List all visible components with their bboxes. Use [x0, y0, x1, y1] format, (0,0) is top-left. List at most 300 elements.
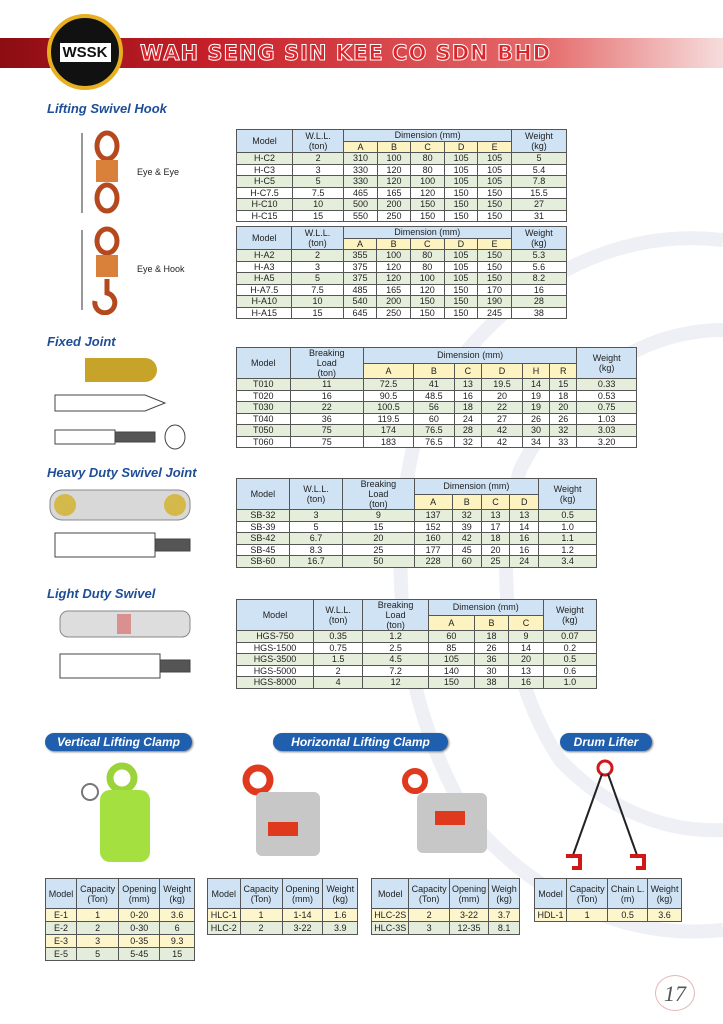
- value-cell: 4: [313, 677, 362, 689]
- value-cell: 3.03: [577, 425, 637, 437]
- model-cell: T030: [237, 402, 291, 414]
- value-cell: 76.5: [413, 425, 454, 437]
- table-row: [237, 631, 597, 643]
- value-cell: 5-45: [119, 948, 160, 961]
- value-cell: 5: [292, 273, 343, 285]
- value-cell: 1: [77, 909, 119, 922]
- value-cell: 16: [511, 284, 566, 296]
- column-header: Weight (kg): [511, 227, 566, 250]
- model-cell: E-2: [46, 922, 77, 935]
- value-cell: 3: [77, 935, 119, 948]
- value-cell: 150: [411, 199, 445, 211]
- value-cell: 375: [343, 273, 377, 285]
- column-header: Weight (kg): [323, 879, 358, 909]
- column-header: R: [550, 363, 577, 379]
- value-cell: 45: [452, 544, 481, 556]
- column-header: Capacity (Ton): [77, 879, 119, 909]
- value-cell: 160: [414, 533, 452, 545]
- value-cell: 2: [409, 909, 449, 922]
- table-row: [237, 436, 637, 448]
- value-cell: 1.0: [543, 677, 596, 689]
- value-cell: 33: [550, 436, 577, 448]
- column-header: C: [481, 494, 510, 510]
- value-cell: 0.75: [313, 642, 362, 654]
- model-cell: HGS-5000: [237, 665, 314, 677]
- value-cell: 22: [482, 402, 523, 414]
- value-cell: 375: [343, 261, 377, 273]
- value-cell: 80: [411, 164, 445, 176]
- model-cell: SB-60: [237, 556, 290, 568]
- value-cell: 5.4: [511, 164, 566, 176]
- model-cell: H-A7.5: [237, 284, 292, 296]
- model-cell: H-C2: [237, 153, 293, 165]
- value-cell: 150: [478, 250, 512, 262]
- value-cell: 174: [364, 425, 414, 437]
- value-cell: 6: [160, 922, 195, 935]
- column-header: Opening (mm): [119, 879, 160, 909]
- column-header: Capacity (Ton): [567, 879, 608, 909]
- value-cell: 150: [428, 677, 474, 689]
- value-cell: 60: [452, 556, 481, 568]
- value-cell: 14: [509, 642, 543, 654]
- model-cell: SB-32: [237, 510, 290, 522]
- model-cell: H-A15: [237, 307, 292, 319]
- swivel-hook-eye-eye-table: [236, 129, 567, 222]
- value-cell: 183: [364, 436, 414, 448]
- column-header: D: [444, 238, 478, 250]
- column-header: Dimension (mm): [343, 227, 511, 239]
- column-header: Model: [535, 879, 567, 909]
- model-cell: HGS-1500: [237, 642, 314, 654]
- value-cell: 60: [428, 631, 474, 643]
- table-row: [46, 909, 195, 922]
- model-cell: SB-39: [237, 521, 290, 533]
- column-header: Model: [372, 879, 409, 909]
- horizontal-clamp-s-table: [371, 878, 520, 935]
- value-cell: 28: [511, 296, 566, 308]
- value-cell: 120: [410, 284, 444, 296]
- table-row: [237, 307, 567, 319]
- column-header: Dimension (mm): [344, 130, 512, 142]
- column-header: Breaking Load (ton): [290, 348, 364, 379]
- pill-vertical-lifting-clamp: Vertical Lifting Clamp: [45, 733, 192, 751]
- value-cell: 0.5: [539, 510, 597, 522]
- column-header: B: [452, 494, 481, 510]
- value-cell: 11: [290, 379, 364, 391]
- table-row: [237, 379, 637, 391]
- value-cell: 20: [343, 533, 414, 545]
- value-cell: 36: [290, 413, 364, 425]
- value-cell: 105: [444, 153, 478, 165]
- column-header: C: [411, 141, 445, 153]
- value-cell: 1.1: [539, 533, 597, 545]
- value-cell: 27: [482, 413, 523, 425]
- value-cell: 2: [313, 665, 362, 677]
- value-cell: 5: [289, 521, 343, 533]
- value-cell: 13: [454, 379, 481, 391]
- value-cell: 16: [454, 390, 481, 402]
- column-header: A: [364, 363, 414, 379]
- value-cell: 30: [522, 425, 549, 437]
- value-cell: 32: [454, 436, 481, 448]
- value-cell: 150: [444, 307, 478, 319]
- section-title-light-swivel: Light Duty Swivel: [47, 586, 156, 601]
- value-cell: 41: [413, 379, 454, 391]
- column-header: Chain L. (m): [608, 879, 648, 909]
- table-row: [46, 948, 195, 961]
- value-cell: 80: [411, 153, 445, 165]
- value-cell: 150: [444, 187, 478, 199]
- section-title-fixed-joint: Fixed Joint: [47, 334, 116, 349]
- table-row: [237, 176, 567, 188]
- vertical-clamp-image: [70, 762, 170, 870]
- heavy-swivel-joint-table: [236, 478, 597, 568]
- value-cell: 150: [478, 273, 512, 285]
- model-cell: E-1: [46, 909, 77, 922]
- model-cell: H-C7.5: [237, 187, 293, 199]
- value-cell: 3.6: [160, 909, 195, 922]
- table-row: [237, 521, 597, 533]
- value-cell: 3.9: [323, 922, 358, 935]
- column-header: A: [428, 615, 474, 631]
- value-cell: 5: [293, 176, 344, 188]
- value-cell: 0.33: [577, 379, 637, 391]
- column-header: Weight (kg): [648, 879, 682, 909]
- value-cell: 14: [510, 521, 539, 533]
- value-cell: 18: [481, 533, 510, 545]
- table-row: [237, 425, 637, 437]
- value-cell: 0.6: [543, 665, 596, 677]
- value-cell: 100.5: [364, 402, 414, 414]
- column-header: W.L.L. (ton): [289, 479, 343, 510]
- fixed-joint-image: [45, 350, 195, 455]
- column-header: Model: [208, 879, 241, 909]
- table-row: [237, 510, 597, 522]
- value-cell: 245: [478, 307, 512, 319]
- swivel-hook-eye-hook-image: [72, 225, 132, 315]
- value-cell: 645: [343, 307, 377, 319]
- column-header: Breaking Load (ton): [363, 600, 429, 631]
- table-header-row: [535, 879, 682, 909]
- column-header: W.L.L. (ton): [292, 227, 343, 250]
- value-cell: 105: [428, 654, 474, 666]
- value-cell: 9: [509, 631, 543, 643]
- value-cell: 2: [292, 250, 343, 262]
- value-cell: 355: [343, 250, 377, 262]
- value-cell: 310: [344, 153, 378, 165]
- vertical-clamp-table: [45, 878, 195, 961]
- column-header: Dimension (mm): [428, 600, 543, 616]
- value-cell: 7.5: [292, 284, 343, 296]
- value-cell: 19.5: [482, 379, 523, 391]
- model-cell: SB-45: [237, 544, 290, 556]
- value-cell: 60: [413, 413, 454, 425]
- value-cell: 3.6: [648, 909, 682, 922]
- table-row: [237, 654, 597, 666]
- table-header-row: [237, 479, 597, 495]
- value-cell: 85: [428, 642, 474, 654]
- value-cell: 7.2: [363, 665, 429, 677]
- model-cell: H-A10: [237, 296, 292, 308]
- value-cell: 105: [478, 176, 512, 188]
- value-cell: 5: [511, 153, 566, 165]
- value-cell: 16.7: [289, 556, 343, 568]
- label-eye-eye: Eye & Eye: [137, 167, 180, 177]
- value-cell: 27: [511, 199, 566, 211]
- value-cell: 1.2: [539, 544, 597, 556]
- value-cell: 120: [377, 261, 411, 273]
- value-cell: 18: [454, 402, 481, 414]
- value-cell: 2: [77, 922, 119, 935]
- light-swivel-image: [55, 606, 195, 691]
- value-cell: 119.5: [364, 413, 414, 425]
- value-cell: 36: [474, 654, 508, 666]
- company-logo: [47, 14, 123, 90]
- horizontal-clamp-s-image: [395, 765, 495, 865]
- value-cell: 19: [522, 390, 549, 402]
- label-eye-hook: Eye & Hook: [137, 264, 185, 274]
- model-cell: HGS-3500: [237, 654, 314, 666]
- table-row: [237, 284, 567, 296]
- value-cell: 105: [444, 261, 478, 273]
- value-cell: 32: [550, 425, 577, 437]
- model-cell: HLC-2S: [372, 909, 409, 922]
- value-cell: 170: [478, 284, 512, 296]
- value-cell: 15: [550, 379, 577, 391]
- value-cell: 15: [160, 948, 195, 961]
- heavy-swivel-joint-image: [45, 485, 195, 575]
- model-cell: T060: [237, 436, 291, 448]
- column-header: Model: [237, 130, 293, 153]
- table-row: [237, 677, 597, 689]
- value-cell: 18: [550, 390, 577, 402]
- value-cell: 13: [510, 510, 539, 522]
- column-header: Breaking Load (ton): [343, 479, 414, 510]
- pill-horizontal-lifting-clamp: Horizontal Lifting Clamp: [273, 733, 448, 751]
- value-cell: 1: [567, 909, 608, 922]
- value-cell: 330: [344, 164, 378, 176]
- value-cell: 31: [511, 210, 566, 222]
- value-cell: 3.4: [539, 556, 597, 568]
- value-cell: 200: [377, 296, 411, 308]
- column-header: H: [522, 363, 549, 379]
- model-cell: E-3: [46, 935, 77, 948]
- value-cell: 150: [444, 199, 478, 211]
- table-row: [372, 922, 520, 935]
- table-row: [46, 922, 195, 935]
- model-cell: HLC-2: [208, 922, 241, 935]
- value-cell: 0.5: [608, 909, 648, 922]
- table-row: [535, 909, 682, 922]
- column-header: E: [478, 141, 512, 153]
- column-header: Model: [237, 600, 314, 631]
- value-cell: 80: [410, 261, 444, 273]
- table-row: [237, 250, 567, 262]
- value-cell: 105: [444, 273, 478, 285]
- column-header: Weight (kg): [539, 479, 597, 510]
- value-cell: 24: [454, 413, 481, 425]
- value-cell: 250: [377, 307, 411, 319]
- table-header-row: [46, 879, 195, 909]
- model-cell: H-C5: [237, 176, 293, 188]
- model-cell: H-C10: [237, 199, 293, 211]
- value-cell: 90.5: [364, 390, 414, 402]
- model-cell: E-5: [46, 948, 77, 961]
- value-cell: 42: [482, 436, 523, 448]
- model-cell: HDL-1: [535, 909, 567, 922]
- value-cell: 34: [522, 436, 549, 448]
- page-number: 17: [655, 975, 695, 1011]
- model-cell: HGS-8000: [237, 677, 314, 689]
- value-cell: 38: [474, 677, 508, 689]
- value-cell: 0.2: [543, 642, 596, 654]
- column-header: C: [454, 363, 481, 379]
- value-cell: 100: [377, 153, 411, 165]
- column-header: B: [377, 238, 411, 250]
- value-cell: 3.7: [489, 909, 520, 922]
- value-cell: 50: [343, 556, 414, 568]
- column-header: Model: [237, 479, 290, 510]
- value-cell: 200: [377, 199, 411, 211]
- value-cell: 3: [289, 510, 343, 522]
- column-header: Model: [237, 227, 292, 250]
- value-cell: 100: [377, 250, 411, 262]
- table-row: [237, 390, 637, 402]
- table-row: [237, 665, 597, 677]
- value-cell: 105: [444, 164, 478, 176]
- model-cell: HGS-750: [237, 631, 314, 643]
- column-header: Dimension (mm): [414, 479, 539, 495]
- value-cell: 24: [510, 556, 539, 568]
- column-header: Model: [237, 348, 291, 379]
- light-swivel-table: [236, 599, 597, 689]
- value-cell: 0.53: [577, 390, 637, 402]
- table-row: [237, 199, 567, 211]
- column-header: Dimension (mm): [364, 348, 577, 364]
- value-cell: 500: [344, 199, 378, 211]
- table-row: [237, 402, 637, 414]
- value-cell: 18: [474, 631, 508, 643]
- model-cell: H-A3: [237, 261, 292, 273]
- value-cell: 2: [240, 922, 282, 935]
- value-cell: 150: [478, 210, 512, 222]
- value-cell: 165: [377, 187, 411, 199]
- column-header: Capacity (Ton): [240, 879, 282, 909]
- value-cell: 20: [509, 654, 543, 666]
- table-row: [237, 533, 597, 545]
- value-cell: 150: [478, 261, 512, 273]
- value-cell: 550: [344, 210, 378, 222]
- column-header: Weigh (kg): [489, 879, 520, 909]
- value-cell: 0-20: [119, 909, 160, 922]
- pill-drum-lifter: Drum Lifter: [560, 733, 652, 751]
- value-cell: 1-14: [282, 909, 323, 922]
- value-cell: 0.07: [543, 631, 596, 643]
- value-cell: 13: [481, 510, 510, 522]
- value-cell: 25: [481, 556, 510, 568]
- value-cell: 485: [343, 284, 377, 296]
- value-cell: 26: [550, 413, 577, 425]
- model-cell: T050: [237, 425, 291, 437]
- section-title-swivel-hook: Lifting Swivel Hook: [47, 101, 167, 116]
- value-cell: 20: [481, 544, 510, 556]
- value-cell: 140: [428, 665, 474, 677]
- column-header: A: [414, 494, 452, 510]
- value-cell: 75: [290, 425, 364, 437]
- value-cell: 150: [478, 199, 512, 211]
- logo-text: WSSK: [58, 41, 113, 64]
- model-cell: H-C3: [237, 164, 293, 176]
- column-header: C: [509, 615, 543, 631]
- value-cell: 105: [444, 250, 478, 262]
- column-header: W.L.L. (ton): [313, 600, 362, 631]
- column-header: E: [478, 238, 512, 250]
- column-header: Model: [46, 879, 77, 909]
- value-cell: 1.2: [363, 631, 429, 643]
- column-header: B: [413, 363, 454, 379]
- value-cell: 9.3: [160, 935, 195, 948]
- value-cell: 32: [452, 510, 481, 522]
- value-cell: 8.2: [511, 273, 566, 285]
- value-cell: 20: [550, 402, 577, 414]
- table-row: [46, 935, 195, 948]
- table-header-row: [208, 879, 358, 909]
- value-cell: 48.5: [413, 390, 454, 402]
- column-header: Weight (kg): [543, 600, 596, 631]
- column-header: Opening (mm): [282, 879, 323, 909]
- value-cell: 15: [292, 307, 343, 319]
- value-cell: 540: [343, 296, 377, 308]
- table-row: [237, 642, 597, 654]
- value-cell: 150: [444, 210, 478, 222]
- value-cell: 10: [293, 199, 344, 211]
- value-cell: 250: [377, 210, 411, 222]
- model-cell: HLC-3S: [372, 922, 409, 935]
- model-cell: H-C15: [237, 210, 293, 222]
- model-cell: SB-42: [237, 533, 290, 545]
- value-cell: 465: [344, 187, 378, 199]
- value-cell: 5.6: [511, 261, 566, 273]
- value-cell: 3: [409, 922, 449, 935]
- value-cell: 165: [377, 284, 411, 296]
- value-cell: 150: [444, 284, 478, 296]
- value-cell: 228: [414, 556, 452, 568]
- value-cell: 177: [414, 544, 452, 556]
- value-cell: 3.20: [577, 436, 637, 448]
- value-cell: 0.35: [313, 631, 362, 643]
- value-cell: 26: [474, 642, 508, 654]
- value-cell: 4.5: [363, 654, 429, 666]
- value-cell: 28: [454, 425, 481, 437]
- value-cell: 0.5: [543, 654, 596, 666]
- drum-lifter-image: [560, 758, 650, 876]
- column-header: D: [510, 494, 539, 510]
- value-cell: 15: [293, 210, 344, 222]
- value-cell: 1.5: [313, 654, 362, 666]
- value-cell: 16: [510, 533, 539, 545]
- value-cell: 80: [410, 250, 444, 262]
- value-cell: 19: [522, 402, 549, 414]
- table-row: [208, 922, 358, 935]
- value-cell: 6.7: [289, 533, 343, 545]
- fixed-joint-table: [236, 347, 637, 448]
- value-cell: 76.5: [413, 436, 454, 448]
- column-header: Capacity (Ton): [409, 879, 449, 909]
- model-cell: H-A2: [237, 250, 292, 262]
- column-header: D: [482, 363, 523, 379]
- table-row: [237, 261, 567, 273]
- horizontal-clamp-image: [228, 762, 328, 862]
